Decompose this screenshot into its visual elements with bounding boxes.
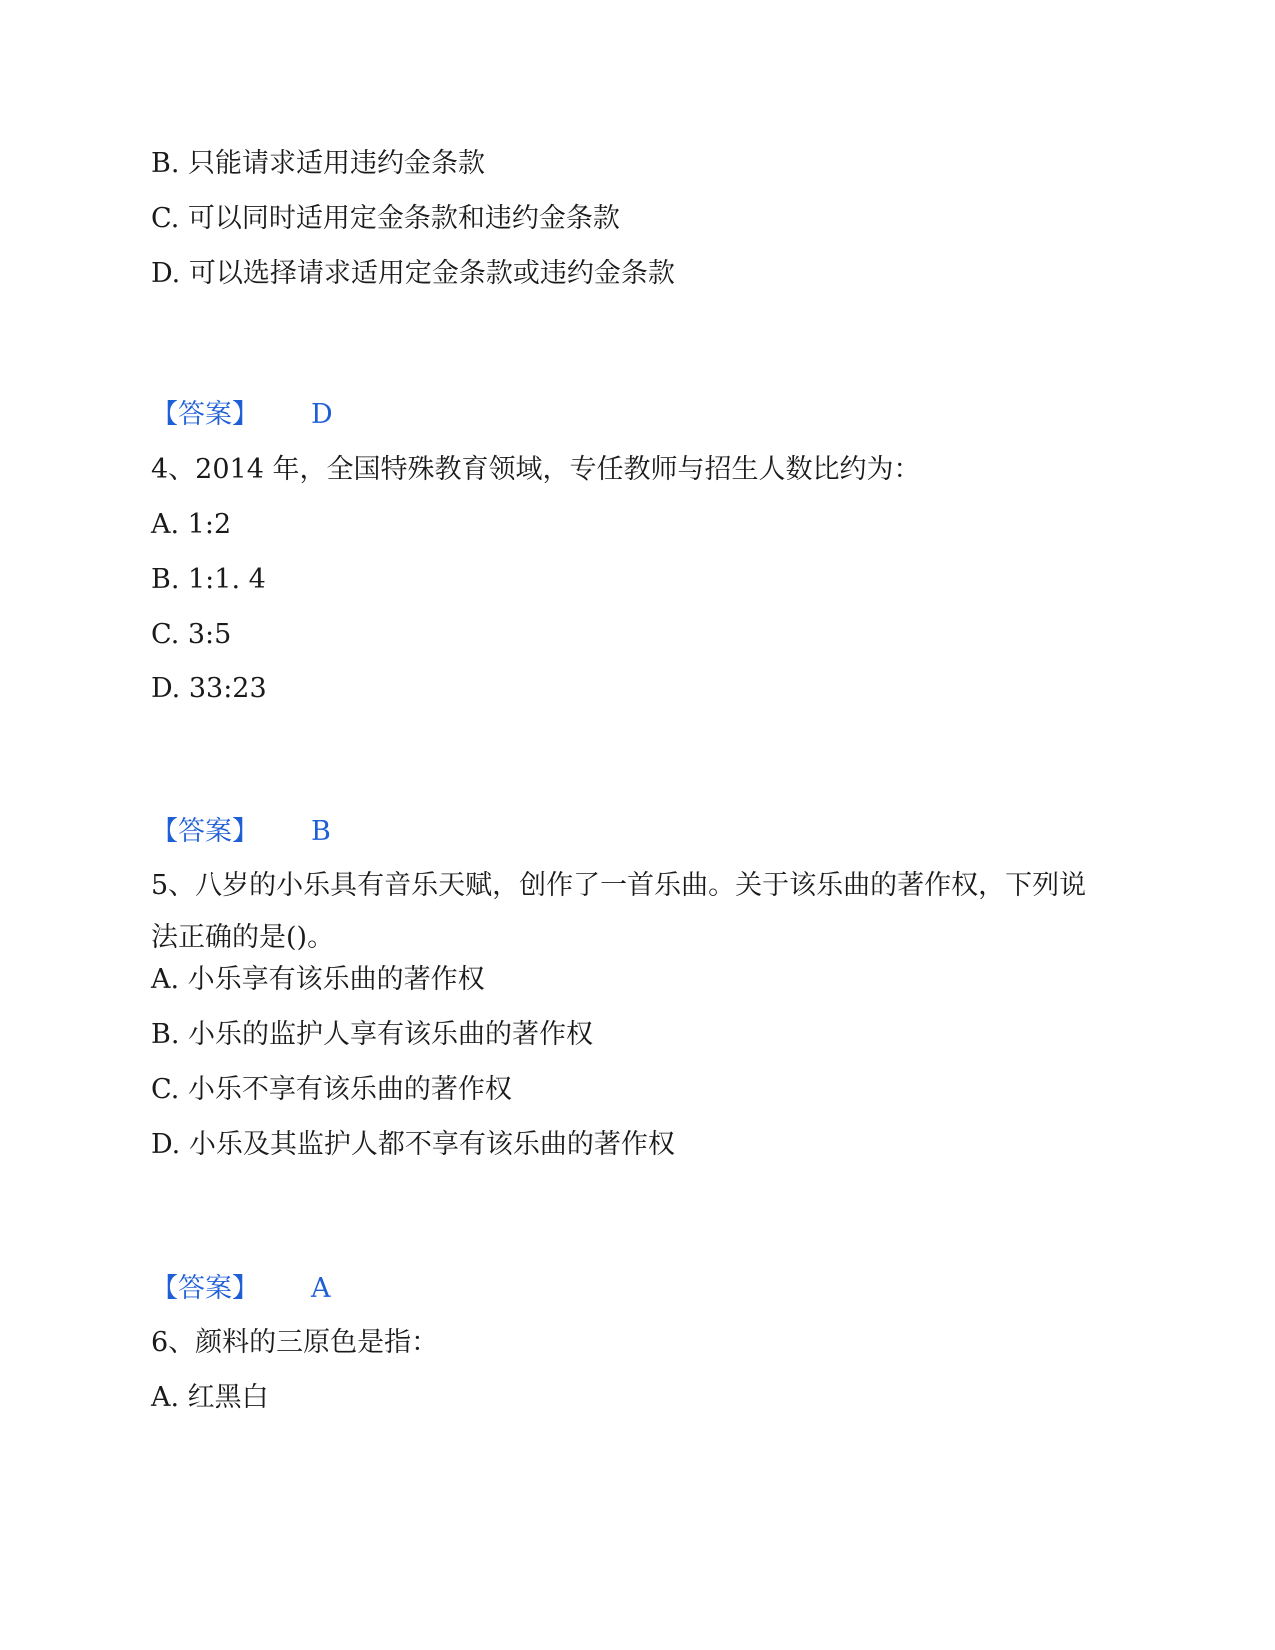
q4-question: 4、2014 年，全国特殊教育领域，专任教师与招生人数比约为： xyxy=(151,454,921,485)
answer-label: 【答案】 xyxy=(151,1273,259,1304)
q5-option-c: C. 小乐不享有该乐曲的著作权 xyxy=(151,1074,512,1105)
answer-value: A xyxy=(311,1273,331,1304)
q3-option-c: C. 可以同时适用定金条款和违约金条款 xyxy=(151,203,620,234)
q5-answer xyxy=(151,1272,331,1306)
q4-option-b: B. 1:1. 4 xyxy=(151,564,266,595)
q6-question: 6、颜料的三原色是指： xyxy=(151,1327,439,1358)
answer-label: 【答案】 xyxy=(151,399,259,430)
answer-label: 【答案】 xyxy=(151,816,259,847)
q3-answer xyxy=(151,398,333,432)
q3-option-b: B. 只能请求适用违约金条款 xyxy=(151,148,486,179)
q4-option-d: D. 33:23 xyxy=(151,673,267,704)
q5-option-b: B. 小乐的监护人享有该乐曲的著作权 xyxy=(151,1019,594,1050)
q5-option-d: D. 小乐及其监护人都不享有该乐曲的著作权 xyxy=(151,1129,675,1160)
q4-answer xyxy=(151,815,331,849)
q3-option-d: D. 可以选择请求适用定金条款或违约金条款 xyxy=(151,258,675,289)
answer-value: B xyxy=(311,816,331,847)
q5-option-a: A. 小乐享有该乐曲的著作权 xyxy=(151,964,485,995)
q4-option-a: A. 1:2 xyxy=(151,509,232,540)
q5-question: 5、八岁的小乐具有音乐天赋，创作了一首乐曲。关于该乐曲的著作权，下列说法正确的是()。 xyxy=(151,870,1087,953)
answer-value: D xyxy=(311,399,333,430)
q4-option-c: C. 3:5 xyxy=(151,619,232,650)
q6-option-a: A. 红黑白 xyxy=(151,1382,269,1413)
